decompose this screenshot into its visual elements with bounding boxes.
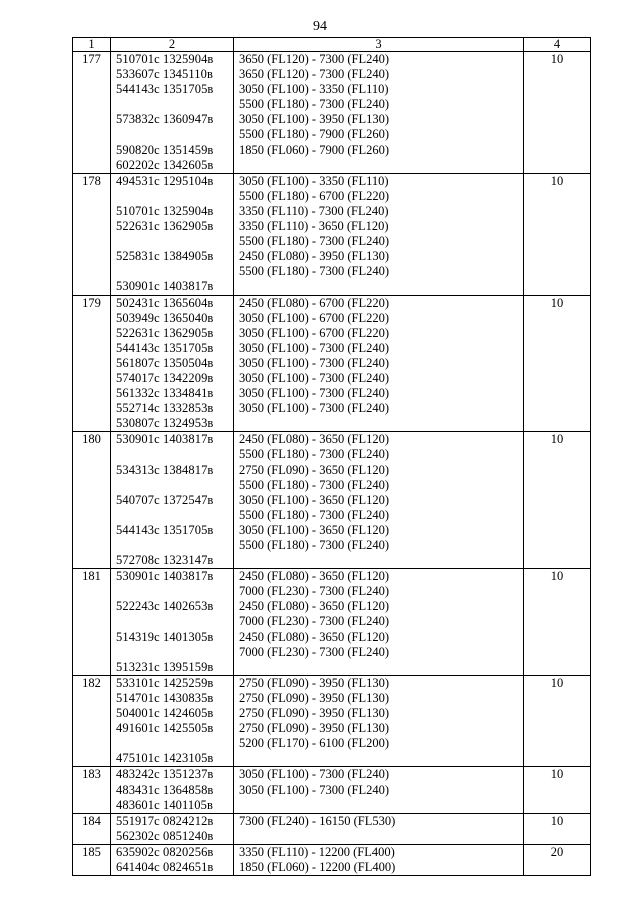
page-number: 94 [313,19,327,34]
coordinates-cell [111,844,234,875]
coordinate-point: 544143c 1351705в [116,522,214,537]
coordinate-point: 534313c 1384817в [116,462,214,477]
row-number-text: 180 [82,432,101,447]
category-cell [524,813,591,844]
altitude-range: 2750 (FL090) - 3950 (FL130) [239,690,389,705]
coordinates-cell [111,813,234,844]
coordinate-point [116,189,233,204]
category-value: 10 [550,173,564,188]
category-cell [524,173,591,295]
altitude-range-cell [234,844,524,875]
coordinate-point [116,447,233,462]
coordinate-point: 551917c 0824212в [116,813,214,828]
coordinate-point: 561332c 1334841в [116,386,214,401]
altitude-range [234,829,523,844]
coordinates-cell [111,767,234,813]
row-number-text: 183 [82,767,101,782]
coordinate-point [116,538,233,553]
altitude-range-cell [234,295,524,432]
altitude-range: 2450 (FL080) - 3650 (FL120) [239,629,389,644]
altitude-range: 5500 (FL180) - 7300 (FL240) [239,447,389,462]
altitude-range: 2750 (FL090) - 3950 (FL130) [239,706,389,721]
category-value: 10 [550,52,564,66]
coordinates-cell [111,432,234,569]
row-number [73,813,111,844]
coordinate-point: 641404c 0824651в [116,859,214,874]
altitude-range: 5500 (FL180) - 7300 (FL240) [239,507,389,522]
coordinate-point [116,234,233,249]
coordinate-point: 483431c 1364858в [116,782,214,797]
category-cell [524,569,591,676]
coordinate-point [116,736,233,751]
coordinate-point [116,508,233,523]
altitude-range: 3050 (FL100) - 7300 (FL240) [239,767,389,782]
column-header-1: 1 [73,38,111,52]
altitude-range: 7300 (FL240) - 16150 (FL530) [239,813,396,828]
altitude-range: 5500 (FL180) - 7300 (FL240) [239,477,389,492]
altitude-range: 5500 (FL180) - 7300 (FL240) [239,97,389,112]
table-row [73,569,591,676]
altitude-range: 3350 (FL110) - 7300 (FL240) [239,203,389,218]
row-number [73,432,111,569]
altitude-range: 3050 (FL100) - 3650 (FL120) [239,492,389,507]
coordinates-cell [111,52,234,174]
coordinate-point: 513231c 1395159в [116,659,214,674]
category-cell [524,767,591,813]
altitude-range [234,279,523,294]
coordinate-point: 522243c 1402653в [116,599,214,614]
category-value: 10 [550,675,564,690]
coordinate-point: 530901c 1403817в [116,432,214,447]
coordinates-cell [111,295,234,432]
altitude-range [234,158,523,173]
coordinate-point [116,478,233,493]
coordinate-point: 602202c 1342605в [116,157,214,172]
coordinate-point: 475101c 1423105в [116,751,214,766]
altitude-range-cell [234,767,524,813]
coordinate-point: 561807c 1350504в [116,355,214,370]
row-number-text: 185 [82,844,101,859]
coordinate-point [116,127,233,142]
category-cell [524,432,591,569]
coordinate-point: 503949c 1365040в [116,310,214,325]
altitude-range: 2450 (FL080) - 6700 (FL220) [239,295,389,310]
category-value: 10 [550,767,564,782]
row-number-text: 179 [82,295,101,310]
altitude-range: 7000 (FL230) - 7300 (FL240) [239,614,389,629]
altitude-range: 3350 (FL110) - 3650 (FL120) [239,219,389,234]
coordinate-point: 483242c 1351237в [116,767,214,782]
coordinate-point: 510701c 1325904в [116,203,214,218]
altitude-range: 3350 (FL110) - 12200 (FL400) [239,844,395,859]
coordinate-point [116,97,233,112]
row-number-text: 181 [82,569,101,584]
row-number-text: 184 [82,813,101,828]
altitude-range: 2750 (FL090) - 3650 (FL120) [239,462,389,477]
category-value: 20 [550,844,564,859]
coordinate-point: 530901c 1403817в [116,279,214,294]
coordinates-cell [111,173,234,295]
altitude-range: 2750 (FL090) - 3950 (FL130) [239,675,389,690]
altitude-range: 2750 (FL090) - 3950 (FL130) [239,721,389,736]
coordinate-point: 514319c 1401305в [116,629,214,644]
altitude-range: 3050 (FL100) - 6700 (FL220) [239,310,389,325]
altitude-range: 2450 (FL080) - 3650 (FL120) [239,432,389,447]
table-row [73,52,591,174]
table-row [73,844,591,875]
coordinates-cell [111,675,234,767]
column-header-4: 4 [524,38,591,52]
altitude-range: 5500 (FL180) - 7300 (FL240) [239,234,389,249]
coordinate-point: 530901c 1403817в [116,569,214,584]
coordinate-point: 533607c 1345110в [116,67,213,82]
row-number-text: 177 [82,52,101,66]
coordinate-point: 572708c 1323147в [116,553,214,568]
coordinate-point: 590820c 1351459в [116,142,214,157]
altitude-range [234,798,523,813]
row-number [73,675,111,767]
coordinate-point: 491601c 1425505в [116,721,214,736]
coordinates-cell [111,569,234,676]
altitude-range: 5500 (FL180) - 7900 (FL260) [239,127,389,142]
coordinate-point: 514701c 1430835в [116,690,214,705]
altitude-range: 3050 (FL100) - 3350 (FL110) [239,82,389,97]
row-number [73,52,111,174]
coordinate-point: 525831c 1384905в [116,249,214,264]
row-number [73,767,111,813]
altitude-range: 3050 (FL100) - 7300 (FL240) [239,370,389,385]
table-body [73,52,591,876]
altitude-range: 3050 (FL100) - 7300 (FL240) [239,340,389,355]
altitude-range: 3050 (FL100) - 7300 (FL240) [239,386,389,401]
row-number [73,844,111,875]
altitude-range: 3650 (FL120) - 7300 (FL240) [239,52,389,66]
coordinate-point [116,264,233,279]
altitude-range: 1850 (FL060) - 12200 (FL400) [239,859,396,874]
altitude-range: 3050 (FL100) - 7300 (FL240) [239,355,389,370]
coordinate-point: 552714c 1332853в [116,401,214,416]
column-header-3: 3 [234,38,524,52]
coordinate-point: 510701c 1325904в [116,52,214,66]
category-value: 10 [550,813,564,828]
table-header [73,38,591,52]
coordinate-point: 562302c 0851240в [116,828,214,843]
altitude-range [234,660,523,675]
altitude-range: 3050 (FL100) - 3350 (FL110) [239,173,389,188]
coordinate-point: 544143c 1351705в [116,340,214,355]
row-number [73,295,111,432]
coordinate-point [116,645,233,660]
altitude-range-cell [234,173,524,295]
altitude-range: 2450 (FL080) - 3650 (FL120) [239,599,389,614]
altitude-range [234,751,523,766]
coordinate-point: 494531c 1295104в [116,173,214,188]
coordinate-point: 483601c 1401105в [116,797,213,812]
category-cell [524,844,591,875]
coordinate-point: 635902c 0820256в [116,844,214,859]
coordinate-point: 502431c 1365604в [116,295,214,310]
table-row [73,767,591,813]
altitude-range: 3050 (FL100) - 3950 (FL130) [239,112,389,127]
table-row [73,295,591,432]
row-number [73,173,111,295]
category-cell [524,295,591,432]
category-value: 10 [550,432,564,447]
altitude-range: 3050 (FL100) - 7300 (FL240) [239,401,389,416]
category-value: 10 [550,295,564,310]
altitude-range [234,553,523,568]
altitude-range: 3650 (FL120) - 7300 (FL240) [239,67,389,82]
altitude-range-cell [234,675,524,767]
row-number-text: 182 [82,675,101,690]
altitude-range-cell [234,569,524,676]
coordinate-point: 530807c 1324953в [116,416,214,431]
airspace-table [72,37,591,876]
altitude-range: 5200 (FL170) - 6100 (FL200) [239,736,389,751]
table-row [73,813,591,844]
altitude-range: 2450 (FL080) - 3650 (FL120) [239,569,389,584]
altitude-range: 7000 (FL230) - 7300 (FL240) [239,644,389,659]
altitude-range: 1850 (FL060) - 7900 (FL260) [239,142,389,157]
altitude-range: 2450 (FL080) - 3950 (FL130) [239,249,389,264]
coordinate-point [116,614,233,629]
altitude-range: 3050 (FL100) - 3650 (FL120) [239,522,389,537]
coordinate-point: 544143c 1351705в [116,82,214,97]
row-number-text: 178 [82,173,101,188]
coordinate-point: 504001c 1424605в [116,706,214,721]
coordinate-point: 574017c 1342209в [116,370,214,385]
header-row [73,38,591,52]
altitude-range: 3050 (FL100) - 6700 (FL220) [239,325,389,340]
altitude-range [234,416,523,431]
category-cell [524,52,591,174]
altitude-range: 5500 (FL180) - 7300 (FL240) [239,264,389,279]
table-row [73,173,591,295]
altitude-range: 5500 (FL180) - 7300 (FL240) [239,538,389,552]
altitude-range: 7000 (FL230) - 7300 (FL240) [239,584,389,599]
table-row [73,675,591,767]
category-value: 10 [550,569,564,584]
altitude-range-cell [234,432,524,569]
coordinate-point: 540707c 1372547в [116,492,214,507]
altitude-range: 3050 (FL100) - 7300 (FL240) [239,782,389,797]
altitude-range-cell [234,813,524,844]
coordinate-point: 522631c 1362905в [116,325,214,340]
coordinate-point [116,584,233,599]
coordinate-point: 573832c 1360947в [116,112,214,127]
category-cell [524,675,591,767]
column-header-2: 2 [111,38,234,52]
row-number [73,569,111,676]
altitude-range-cell [234,52,524,174]
table-row [73,432,591,569]
coordinate-point: 522631c 1362905в [116,219,214,234]
coordinate-point: 533101c 1425259в [116,675,214,690]
altitude-range: 5500 (FL180) - 6700 (FL220) [239,188,389,203]
